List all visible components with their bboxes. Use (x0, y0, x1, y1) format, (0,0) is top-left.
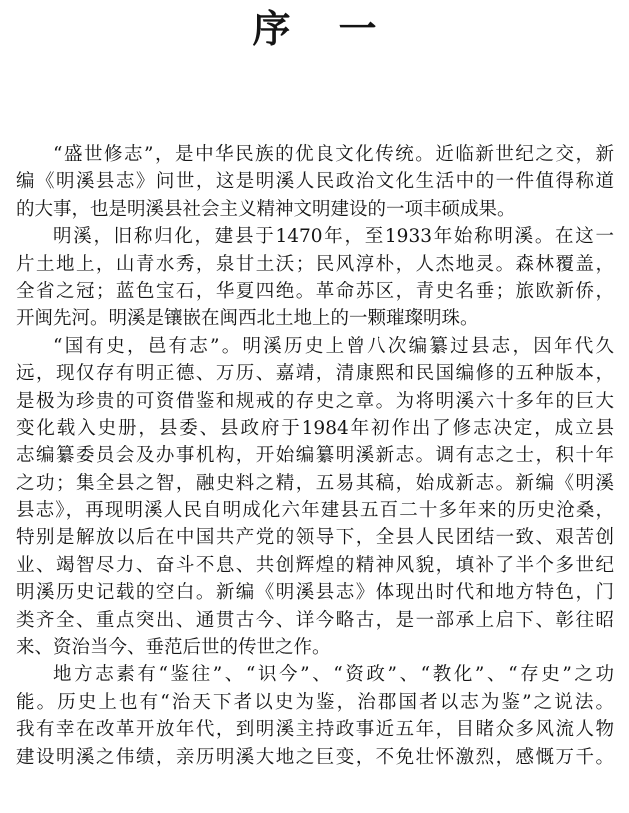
text-line: 志编纂委员会及办事机构，开始编纂明溪新志。调有志之士，积十年 (16, 445, 614, 467)
text-line: “国有史，邑有志”。明溪历史上曾八次编纂过县志，因年代久 (53, 335, 614, 357)
text-line: 片土地上，山青水秀，泉甘土沃；民风淳朴，人杰地灵。森林覆盖， (16, 253, 614, 275)
text-line: 县志》，再现明溪人民自明成化六年建县五百二十多年来的历史沧桑， (16, 500, 614, 522)
page-title: 序一 (252, 6, 425, 51)
text-line: 明溪历史记载的空白。新编《明溪县志》体现出时代和地方特色，门 (16, 582, 614, 604)
body-text (16, 141, 614, 771)
text-line: 之功；集全县之智，融史料之精，五易其稿，始成新志。新编《明溪 (16, 472, 614, 494)
text-line: 业、竭智尽力、奋斗不息、共创辉煌的精神风貌，填补了半个多世纪 (16, 554, 614, 576)
text-line: 开闽先河。明溪是镶嵌在闽西北土地上的一颗璀璨明珠。 (16, 308, 479, 330)
text-line: 地方志素有“鉴往”、“识今”、“资政”、“教化”、“存史”之功 (53, 664, 614, 686)
text-line: 变化载入史册，县委、县政府于1984年初作出了修志决定，成立县 (16, 417, 614, 439)
text-line: 是极为珍贵的可资借鉴和规戒的存史之章。为将明溪六十多年的巨大 (16, 390, 614, 412)
text-line: 类齐全、重点突出、通贯古今、详今略古，是一部承上启下、彰往昭 (16, 609, 614, 631)
text-line: 特别是解放以后在中国共产党的领导下，全县人民团结一致、艰苦创 (16, 527, 614, 549)
text-line: 明溪，旧称归化，建县于1470年，至1933年始称明溪。在这一 (53, 226, 614, 248)
text-line: 来、资治当今、垂范后世的传世之作。 (16, 637, 331, 659)
paragraph-2 (16, 223, 614, 333)
text-line: 能。历史上也有“治天下者以史为鉴，治郡国者以志为鉴”之说法。 (16, 691, 614, 713)
text-line: 编《明溪县志》问世，这是明溪人民政治文化生活中的一件值得称道 (16, 171, 614, 193)
paragraph-4 (16, 661, 614, 771)
paragraph-3 (16, 333, 614, 662)
text-line: 的大事，也是明溪县社会主义精神文明建设的一项丰硕成果。 (16, 198, 516, 220)
text-line: 全省之冠；蓝色宝石，华夏四绝。革命苏区，青史名垂；旅欧新侨， (16, 280, 614, 302)
text-line: 我有幸在改革开放年代，到明溪主持政事近五年，目睹众多风流人物 (16, 719, 614, 741)
text-line: 建设明溪之伟绩，亲历明溪大地之巨变，不免壮怀激烈，感慨万千。 (16, 746, 614, 768)
text-line: “盛世修志”，是中华民族的优良文化传统。近临新世纪之交，新 (53, 144, 614, 165)
paragraph-1 (16, 141, 614, 223)
text-line: 远，现仅存有明正德、万历、嘉靖，清康熙和民国编修的五种版本， (16, 363, 614, 385)
